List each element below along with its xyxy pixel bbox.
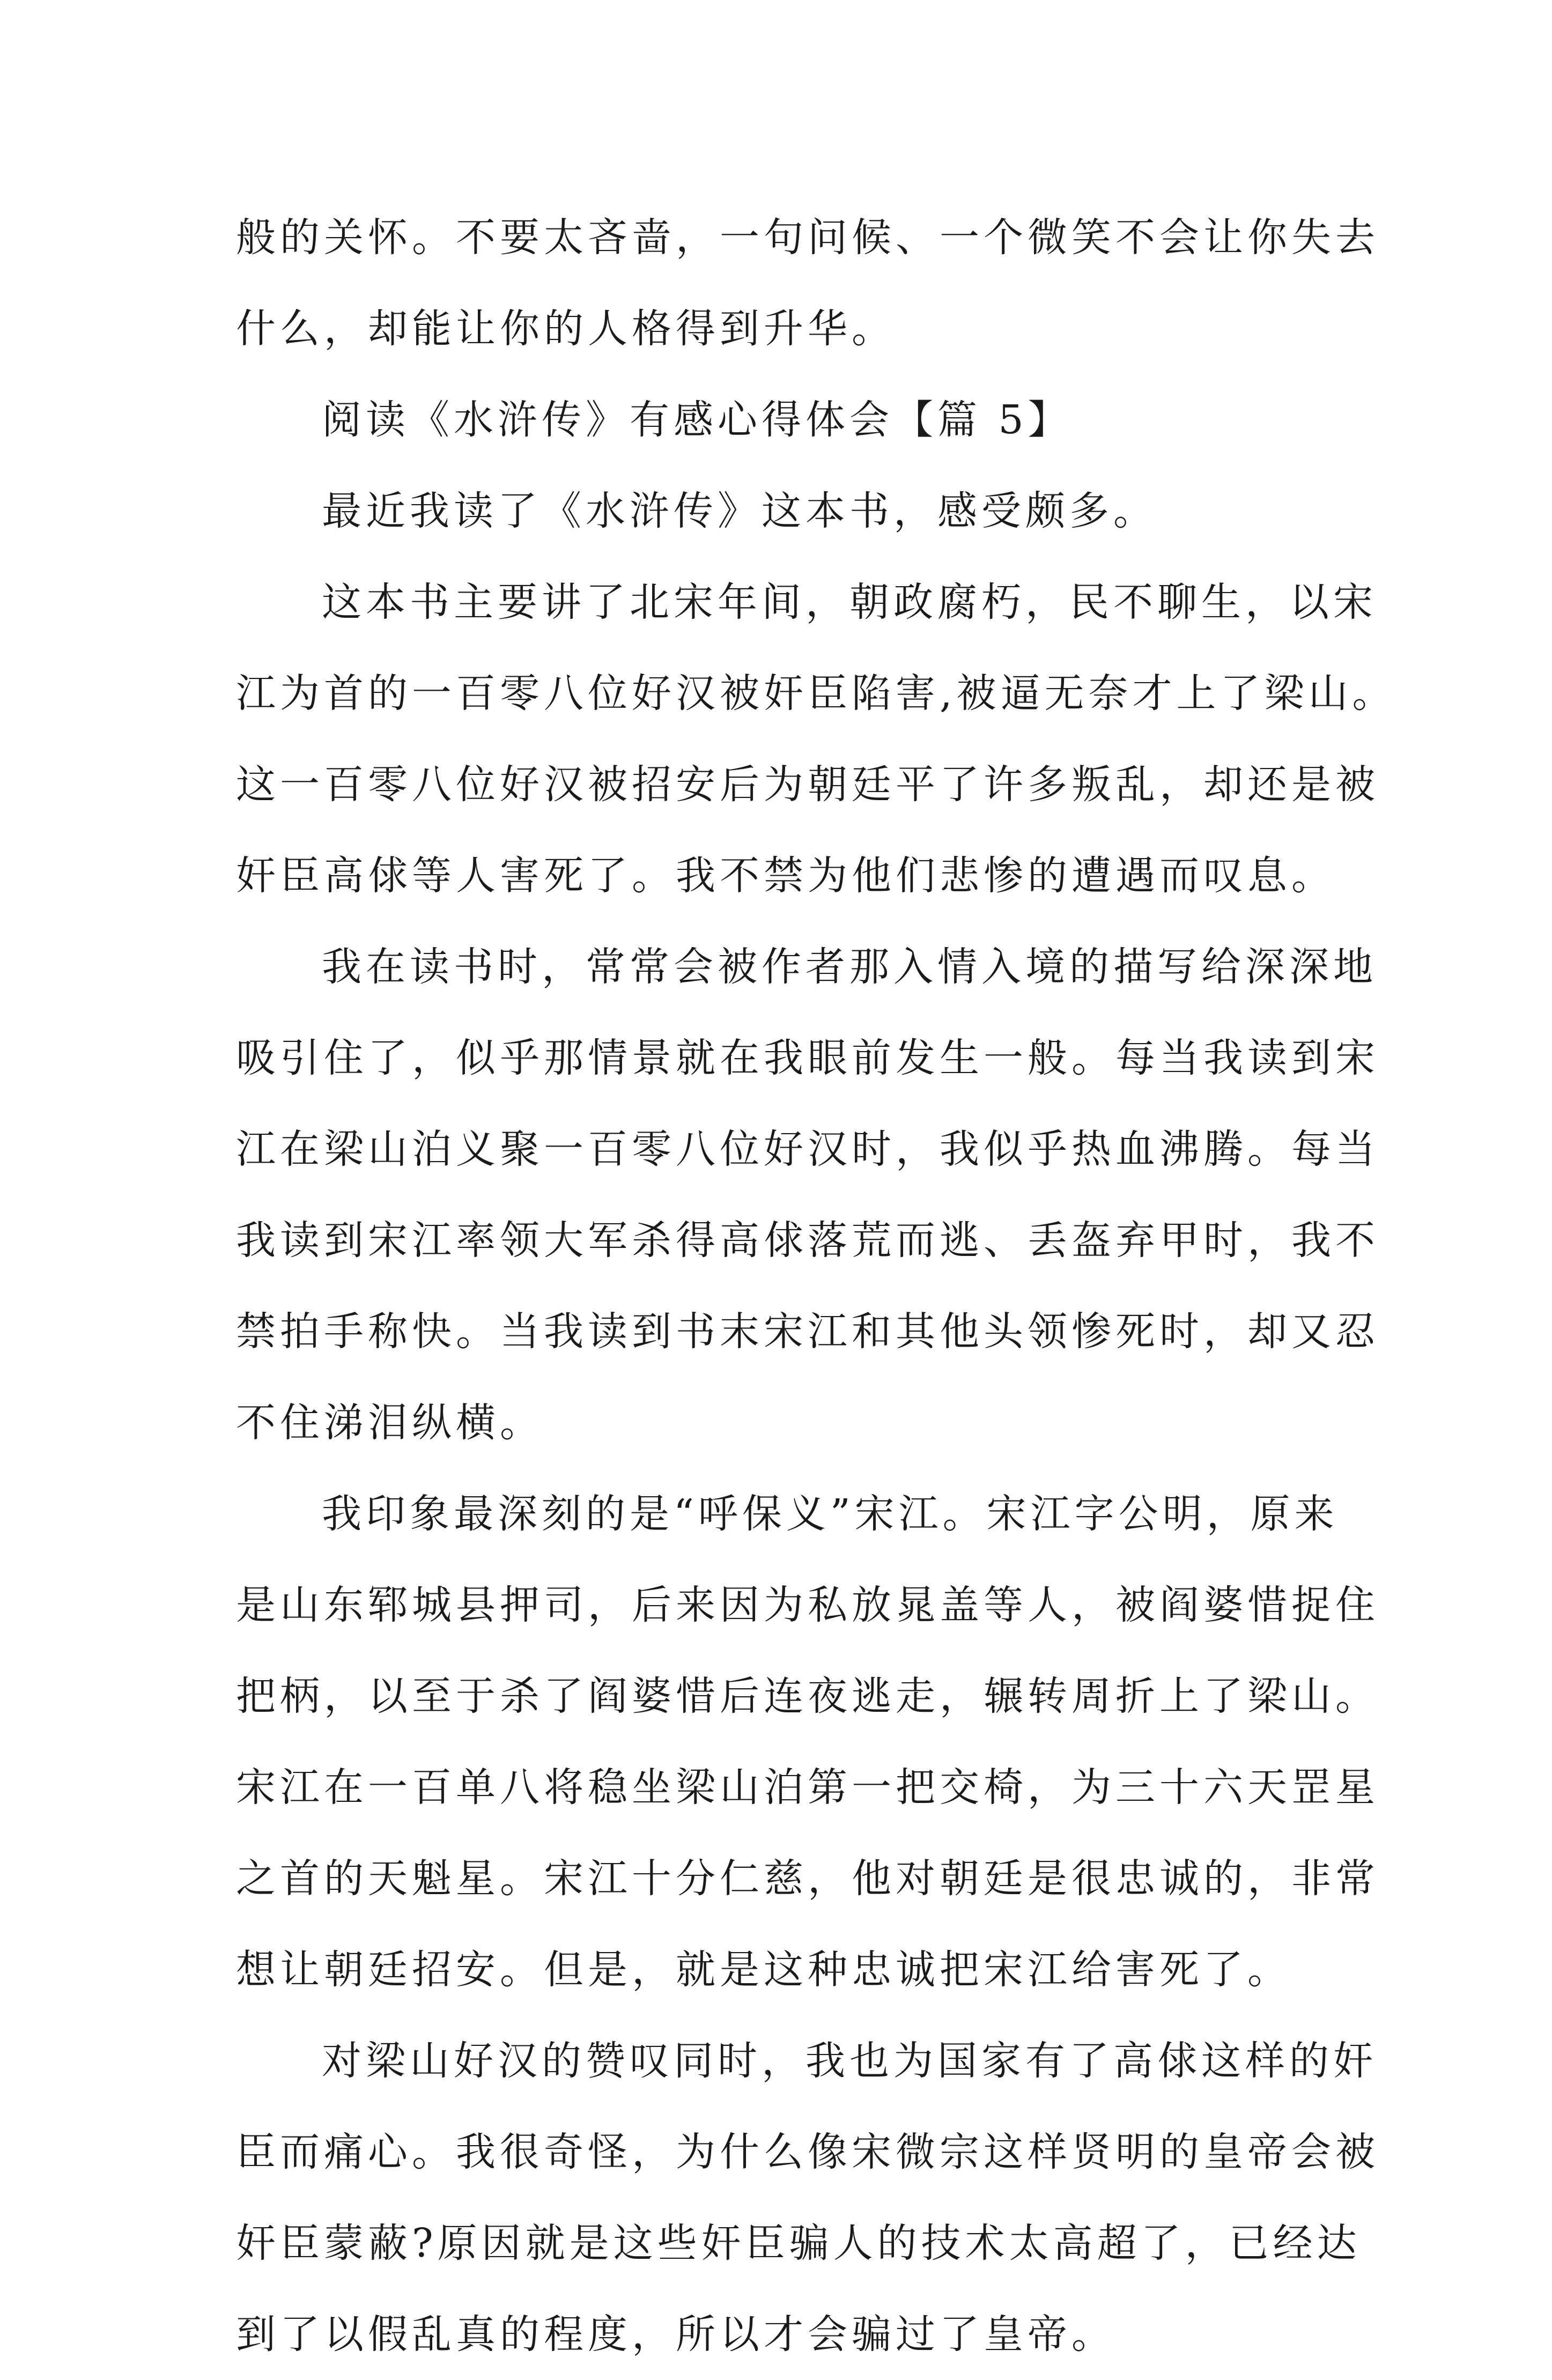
text-line: 这一百零八位好汉被招安后为朝廷平了许多叛乱，却还是被: [236, 762, 1379, 808]
text-line: 般的关怀。不要太吝啬，一句问候、一个微笑不会让你失去: [236, 215, 1379, 261]
text-line: 吸引住了，似乎那情景就在我眼前发生一般。每当我读到宋: [236, 1035, 1379, 1081]
text-line: 江在梁山泊义聚一百零八位好汉时，我似乎热血沸腾。每当: [236, 1126, 1379, 1172]
text-line: 禁拍手称快。当我读到书末宋江和其他头领惨死时，却又忍: [236, 1309, 1379, 1355]
text-line: 我读到宋江率领大军杀得高俅落荒而逃、丢盔弃甲时，我不: [236, 1217, 1379, 1263]
text-line: 奸臣高俅等人害死了。我不禁为他们悲惨的遭遇而叹息。: [236, 853, 1335, 899]
text-line: 我在读书时，常常会被作者那入情入境的描写给深深地: [322, 944, 1377, 990]
text-line: 到了以假乱真的程度，所以才会骗过了皇帝。: [236, 2311, 1115, 2357]
document-body: [236, 192, 1396, 2380]
text-line: 宋江在一百单八将稳坐梁山泊第一把交椅，为三十六天罡星: [236, 1764, 1379, 1810]
section-heading: 阅读《水浒传》有感心得体会【篇 5】: [322, 397, 1072, 443]
text-line: 最近我读了《水浒传》这本书，感受颇多。: [322, 488, 1157, 534]
text-line: 是山东郓城县押司，后来因为私放晁盖等人，被阎婆惜捉住: [236, 1582, 1379, 1628]
text-line: 我印象最深刻的是“呼保义”宋江。宋江字公明，原来: [322, 1491, 1339, 1537]
text-line: 江为首的一百零八位好汉被奸臣陷害,被逼无奈才上了梁山。: [236, 670, 1396, 716]
text-line: 这本书主要讲了北宋年间，朝政腐朽，民不聊生，以宋: [322, 579, 1377, 625]
text-line: 不住涕泪纵横。: [236, 1400, 544, 1446]
text-line: 想让朝廷招安。但是，就是这种忠诚把宋江给害死了。: [236, 1947, 1291, 1993]
text-line: 之首的天魁星。宋江十分仁慈，他对朝廷是很忠诚的，非常: [236, 1856, 1379, 1902]
text-line: 什么，却能让你的人格得到升华。: [236, 306, 896, 352]
text-line: 把柄，以至于杀了阎婆惜后连夜逃走，辗转周折上了梁山。: [236, 1673, 1379, 1719]
text-line: 臣而痛心。我很奇怪，为什么像宋微宗这样贤明的皇帝会被: [236, 2129, 1379, 2175]
text-line: 奸臣蒙蔽?原因就是这些奸臣骗人的技术太高超了，已经达: [236, 2220, 1361, 2266]
text-line: 对梁山好汉的赞叹同时，我也为国家有了高俅这样的奸: [322, 2038, 1377, 2084]
